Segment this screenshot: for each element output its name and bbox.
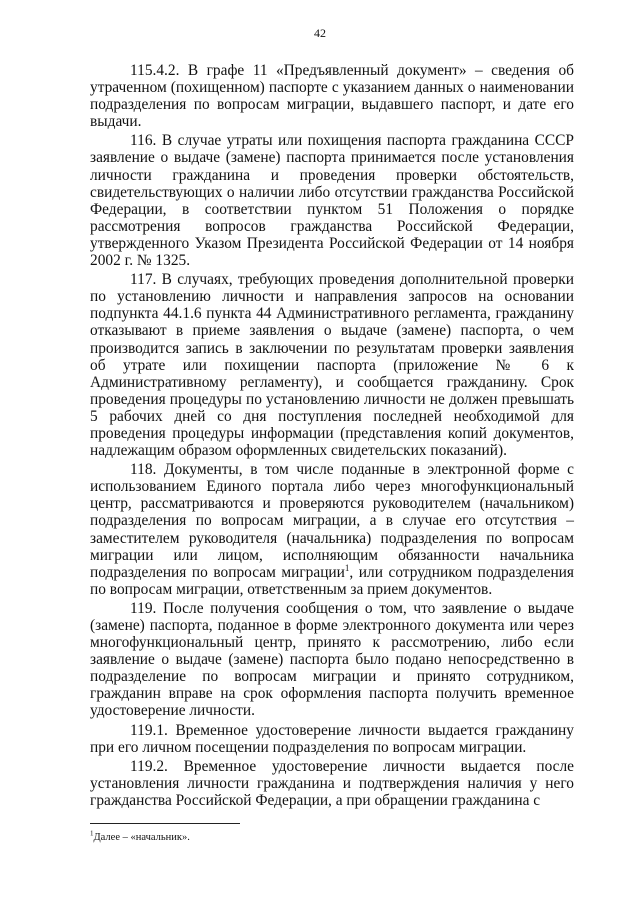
footnote-mark: 1 [90, 829, 94, 838]
paragraph-118 [90, 461, 574, 598]
paragraph-115-4-2: 115.4.2. В графе 11 «Предъявленный документ» – сведения об утраченном (похищенном) паспорте с указанием данных о наименовании подразделения по вопросам миграции, выдавшего паспорт, и дате его выдачи. [90, 62, 574, 131]
paragraph-119-1: 119.1. Временное удостоверение личности выдается гражданину при его личном посещении подразделения по вопросам миграции. [90, 721, 574, 756]
footnote-reference: 1 [344, 562, 350, 573]
footnote-separator [90, 823, 240, 824]
paragraph-118-text-before: 118. Документы, в том числе поданные в электронной форме с использованием Единого портала либо через многофункциональный центр, рассматриваются и проверяются руководителем (начальником) подразделения по вопросам миграции, а в случае его отсутствия – заместителем руководителя (начальника) подразделения по вопросам миграции или лицом, исполняющим обязанности начальника подразделения по вопросам миграции [90, 461, 574, 581]
paragraph-116: 116. В случае утраты или похищения паспорта гражданина СССР заявление о выдаче (замене) паспорта принимается после установления личности гражданина и проведения проверки обстоятельств, свидетельствующих о наличии либо отсутствии гражданства Российской Федерации, в соответствии пунктом 51 Положения о порядке рассмотрения вопросов гражданства Российской Федерации, утвержденного Указом Президента Российской Федерации от 14 ноября 2002 г. № 1325. [90, 132, 574, 270]
paragraph-119-2: 119.2. Временное удостоверение личности выдается после установления личности гражданина и подтверждения наличия у него гражданства Российской Федерации, а при обращении гражданина с [90, 757, 574, 809]
paragraph-119: 119. После получения сообщения о том, что заявление о выдаче (замене) паспорта, поданное в форме электронного документа или через многофункциональный центр, принято к рассмотрению, либо если заявление о выдаче (замене) паспорта было подано непосредственно в подразделение по вопросам миграции и принято сотрудником, гражданин вправе на срок оформления паспорта получить временное удостоверение личности. [90, 599, 574, 720]
page-number: 42 [314, 26, 326, 40]
footnote [90, 831, 574, 844]
paragraph-117: 117. В случаях, требующих проведения дополнительной проверки по установлению личности и направления запросов на основании подпункта 44.1.6 пункта 44 Административного регламента, гражданину отказывают в приеме заявления о выдаче (замене) паспорта, о чем производится запись в заключении по результатам проверки заявления об утрате или похищении паспорта (приложение № 6 к Административному регламенту), и сообщается гражданину. Срок проведения процедуры по установлению личности не должен превышать 5 рабочих дней со дня поступления последней необходимой для проведения процедуры информации (представления копий документов, надлежащим образом оформленных свидетельских показаний). [90, 271, 574, 460]
document-body [90, 62, 574, 811]
paragraph-118-text-after: , или сотрудником подразделения по вопросам миграции, ответственным за прием документов. [90, 563, 574, 598]
footnote-text: Далее – «начальник». [93, 832, 190, 843]
